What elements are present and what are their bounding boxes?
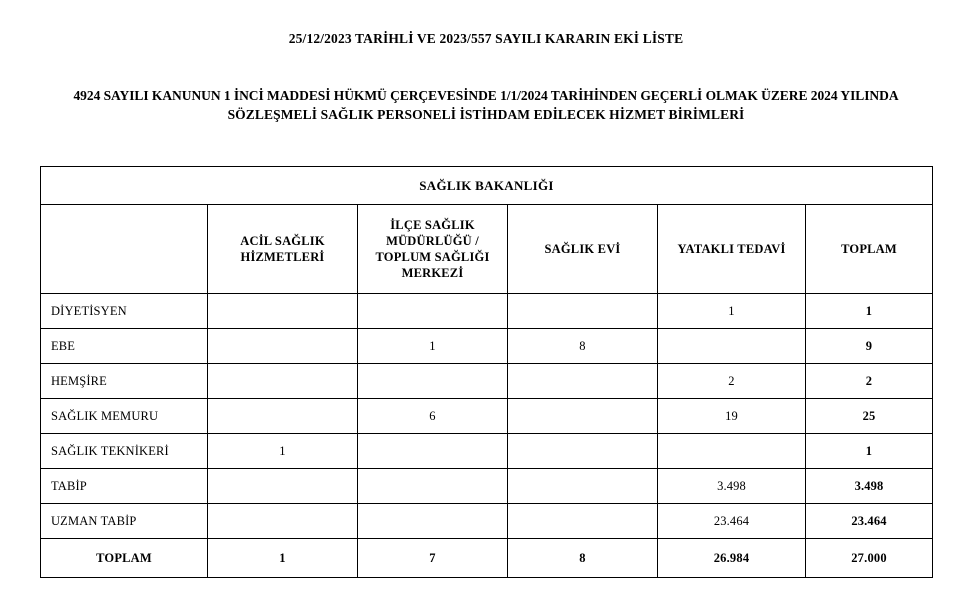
cell-ilce: 6 xyxy=(358,399,508,434)
column-header-line: HİZMETLERİ xyxy=(240,250,325,264)
personnel-table xyxy=(40,166,933,578)
table-banner-cell: SAĞLIK BAKANLIĞI xyxy=(41,167,933,205)
cell-toplam: 1 xyxy=(806,294,933,329)
cell-toplam: 3.498 xyxy=(806,469,933,504)
grand-total-acil: 1 xyxy=(208,539,358,578)
cell-acil xyxy=(208,469,358,504)
column-header-line: TOPLAM xyxy=(841,242,897,256)
personnel-table-container xyxy=(40,166,932,578)
cell-yatakli: 1 xyxy=(658,294,806,329)
table-row xyxy=(41,469,933,504)
row-label: SAĞLIK TEKNİKERİ xyxy=(41,434,208,469)
table-row xyxy=(41,329,933,364)
cell-toplam: 1 xyxy=(806,434,933,469)
row-label: SAĞLIK MEMURU xyxy=(41,399,208,434)
grand-total-ilce: 7 xyxy=(358,539,508,578)
cell-saglik-evi xyxy=(508,469,658,504)
column-header-yatakli-tedavi xyxy=(658,205,806,294)
cell-ilce xyxy=(358,294,508,329)
column-header-toplam xyxy=(806,205,933,294)
grand-total-yatakli: 26.984 xyxy=(658,539,806,578)
cell-acil xyxy=(208,399,358,434)
cell-acil xyxy=(208,329,358,364)
column-header-line: YATAKLI TEDAVİ xyxy=(677,242,786,256)
column-header-line: TOPLUM SAĞLIĞI xyxy=(375,250,490,264)
cell-toplam: 25 xyxy=(806,399,933,434)
cell-yatakli: 23.464 xyxy=(658,504,806,539)
cell-saglik-evi: 8 xyxy=(508,329,658,364)
row-label: EBE xyxy=(41,329,208,364)
column-header-saglik-evi xyxy=(508,205,658,294)
row-label: DİYETİSYEN xyxy=(41,294,208,329)
cell-yatakli: 3.498 xyxy=(658,469,806,504)
grand-total-label: TOPLAM xyxy=(41,539,208,578)
document-subtitle-line-2: SÖZLEŞMELİ SAĞLIK PERSONELİ İSTİHDAM EDİLECEK HİZMET BİRİMLERİ xyxy=(227,107,745,122)
column-header-line: MÜDÜRLÜĞÜ / xyxy=(386,234,479,248)
cell-saglik-evi xyxy=(508,294,658,329)
column-header-line: SAĞLIK EVİ xyxy=(544,242,621,256)
cell-acil: 1 xyxy=(208,434,358,469)
table-grand-total-row xyxy=(41,539,933,578)
cell-ilce xyxy=(358,434,508,469)
cell-ilce xyxy=(358,364,508,399)
cell-ilce xyxy=(358,469,508,504)
table-row xyxy=(41,434,933,469)
cell-yatakli: 19 xyxy=(658,399,806,434)
column-header-line: ACİL SAĞLIK xyxy=(240,234,325,248)
cell-saglik-evi xyxy=(508,364,658,399)
cell-saglik-evi xyxy=(508,399,658,434)
column-header-line: MERKEZİ xyxy=(401,266,464,280)
document-subtitle-line-1: 4924 SAYILI KANUNUN 1 İNCİ MADDESİ HÜKMÜ ÇERÇEVESİNDE 1/1/2024 TARİHİNDEN GEÇERLİ OLMAK ÜZERE 2024 YILINDA xyxy=(73,88,899,103)
document-title: 25/12/2023 TARİHLİ VE 2023/557 SAYILI KARARIN EKİ LİSTE xyxy=(288,31,684,46)
cell-acil xyxy=(208,364,358,399)
document-subtitle xyxy=(60,86,912,124)
cell-acil xyxy=(208,294,358,329)
cell-ilce: 1 xyxy=(358,329,508,364)
table-header-row xyxy=(41,205,933,294)
cell-acil xyxy=(208,504,358,539)
row-label: UZMAN TABİP xyxy=(41,504,208,539)
table-banner-row xyxy=(41,167,933,205)
cell-ilce xyxy=(358,504,508,539)
cell-yatakli xyxy=(658,329,806,364)
grand-total-toplam: 27.000 xyxy=(806,539,933,578)
cell-yatakli xyxy=(658,434,806,469)
cell-saglik-evi xyxy=(508,434,658,469)
table-row xyxy=(41,364,933,399)
table-row xyxy=(41,399,933,434)
cell-toplam: 2 xyxy=(806,364,933,399)
column-header-acil-saglik-hizmetleri xyxy=(208,205,358,294)
table-row xyxy=(41,504,933,539)
cell-toplam: 9 xyxy=(806,329,933,364)
table-row xyxy=(41,294,933,329)
column-header-ilce-saglik-mudurlugu xyxy=(358,205,508,294)
cell-toplam: 23.464 xyxy=(806,504,933,539)
row-label: TABİP xyxy=(41,469,208,504)
grand-total-saglik-evi: 8 xyxy=(508,539,658,578)
cell-saglik-evi xyxy=(508,504,658,539)
column-header-line: İLÇE SAĞLIK xyxy=(390,218,475,232)
row-label: HEMŞİRE xyxy=(41,364,208,399)
cell-yatakli: 2 xyxy=(658,364,806,399)
column-header-title xyxy=(41,205,208,294)
